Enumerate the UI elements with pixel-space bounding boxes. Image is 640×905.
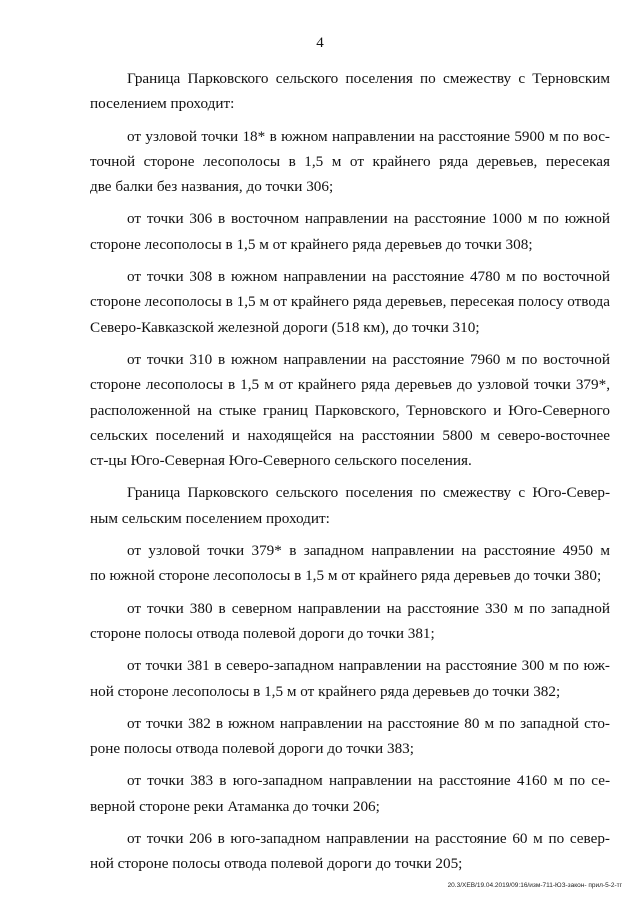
text-line: стороне лесополосы в 1,5 м от крайнего ряда деревьев, пересекая полосу отвода — [90, 293, 610, 311]
document-body — [90, 66, 610, 877]
text-line: ной стороне лесополосы в 1,5 м от крайнего ряда деревьев до точки 382; — [90, 682, 561, 700]
text-line: от узловой точки 18* в южном направлении на расстояние 5900 м по вос- — [127, 127, 610, 145]
text-line: Граница Парковского сельского поселения по смежеству с Терновским — [127, 70, 610, 87]
paragraph-segment — [90, 826, 610, 877]
text-line: стороне полосы отвода полевой дороги до точки 381; — [90, 624, 435, 642]
document-footer-code: 20.3/XEB/19.04.2019/09:16/изм-711-ЮЗ-закон- прил-5-2-тг — [447, 882, 622, 889]
text-line: от точки 310 в южном направлении на расстояние 7960 м по восточной — [127, 350, 610, 368]
paragraph-segment — [90, 124, 610, 200]
text-line: ным сельским поселением проходит: — [90, 509, 330, 527]
text-line: от точки 306 в восточном направлении на расстояние 1000 м по южной — [127, 210, 610, 228]
text-line: стороне лесополосы в 1,5 м от крайнего ряда деревьев до точки 308; — [90, 235, 533, 253]
text-line: Граница Парковского сельского поселения по смежеству с Юго-Север- — [127, 484, 610, 502]
paragraph-segment — [90, 653, 610, 704]
text-line: от точки 382 в южном направлении на расстояние 80 м по западной сто- — [127, 714, 610, 732]
paragraph-boundary-ternovsky — [90, 66, 610, 117]
paragraph-segment — [90, 596, 610, 647]
text-line: две балки без названия, до точки 306; — [90, 178, 334, 196]
text-line: расположенной на стыке границ Парковского, Терновского и Юго-Северного — [90, 401, 610, 419]
text-line: по южной стороне лесополосы в 1,5 м от крайнего ряда деревьев до точки 380; — [90, 567, 602, 585]
text-line: точной стороне лесополосы в 1,5 м от крайнего ряда деревьев, пересекая — [90, 152, 610, 170]
text-line: сельских поселений и находящейся на расстоянии 5800 м северо-восточнее — [90, 426, 610, 444]
paragraph-segment — [90, 538, 610, 589]
text-line: Северо-Кавказской железной дороги (518 км), до точки 310; — [90, 318, 480, 336]
text-line: от точки 381 в северо-западном направлении на расстояние 300 м по юж- — [127, 657, 610, 675]
page-number: 4 — [316, 35, 324, 51]
text-line: от точки 383 в юго-западном направлении на расстояние 4160 м по се- — [127, 772, 610, 790]
text-line: стороне лесополосы в 1,5 м от крайнего ряда деревьев до узловой точки 379*, — [90, 376, 610, 394]
text-line: от точки 380 в северном направлении на расстояние 330 м по западной — [127, 599, 610, 617]
text-line: от точки 308 в южном направлении на расстояние 4780 м по восточной — [127, 268, 610, 286]
paragraph-boundary-yugo-severny — [90, 480, 610, 531]
paragraph-segment — [90, 711, 610, 762]
text-line: роне полосы отвода полевой дороги до точки 383; — [90, 740, 414, 758]
paragraph-segment — [90, 768, 610, 819]
text-line: верной стороне реки Атаманка до точки 206; — [90, 797, 380, 815]
text-line: поселением проходит: — [90, 95, 235, 113]
text-line: от узловой точки 379* в западном направлении на расстояние 4950 м — [127, 542, 610, 560]
text-line: ст-цы Юго-Северная Юго-Северного сельского поселения. — [90, 452, 472, 470]
text-line: ной стороне полосы отвода полевой дороги до точки 205; — [90, 855, 463, 873]
text-line: от точки 206 в юго-западном направлении на расстояние 60 м по север- — [127, 830, 610, 848]
paragraph-segment — [90, 264, 610, 340]
paragraph-segment — [90, 347, 610, 473]
paragraph-segment — [90, 206, 610, 257]
